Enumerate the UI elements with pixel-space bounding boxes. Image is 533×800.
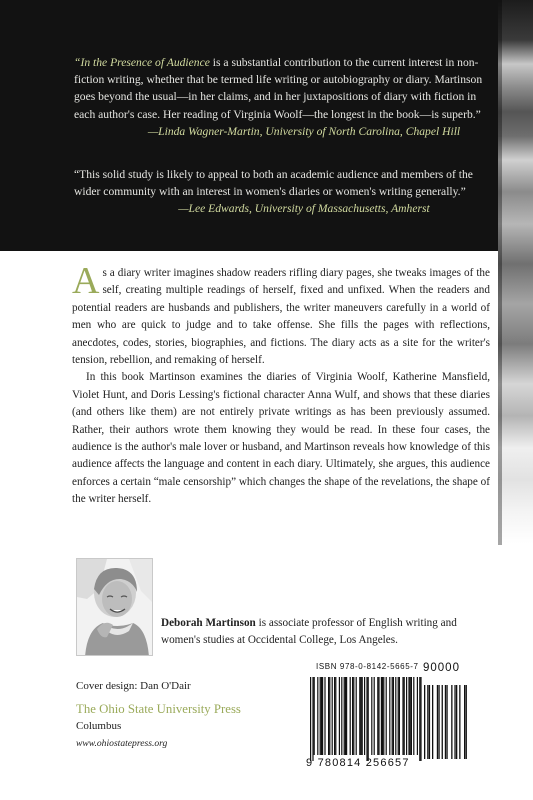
author-bio [161,615,461,649]
description-paragraph-1 [72,260,490,369]
endorsement-1-text: is a substantial contribution to the current interest in non-fiction writing, whether that be termed life writing or autobiography or diary. Martinson goes beyond the usual—in her claims, and in her juxtapositions of diary with fiction in each author's case. Her reading of Virginia Woolf—the longest in the book—is superb.” [74,56,483,121]
author-portrait-image [77,559,153,656]
barcode-digits: 9 780814 256657 [306,757,410,769]
endorsement-2-text: “This solid study is likely to appeal to both an academic audience and members of the wider community with an interest in women's diaries or women's writing generally.” [74,168,473,199]
endorsement-1 [74,54,484,140]
publisher-name: The Ohio State University Press [76,702,241,716]
endorsement-1-attribution: —Linda Wagner-Martin, University of North Carolina, Chapel Hill [147,124,461,138]
endorsement-1-book-title: In the Presence of Audience [80,56,210,69]
price-code: 90000 [423,662,460,674]
description-paragraph-1-text: s a diary writer imagines shadow readers rifling diary pages, she tweaks images of the self, creating multiple readings of herself, fixed and unfixed. When the readers and potential readers are husbands and publishers, the writer maneuvers carefully in a world of men who are quick to judge and to take offense. She fills the pages with reflections, anecdotes, codes, stories, biographies, and fictions. The diary acts as a site for the writer's tension, rebellion, and remaking of herself. [72,267,490,367]
endorsement-2 [74,166,484,218]
isbn-barcode [296,662,500,777]
publisher-city: Columbus [76,720,122,732]
author-photo [76,558,153,656]
cover-design-credit: Cover design: Dan O'Dair [76,680,191,692]
endorsements-band [0,0,498,251]
endorsement-2-attribution: —Lee Edwards, University of Massachusetts, Amherst [178,202,430,216]
publisher-website: www.ohiostatepress.org [76,738,168,749]
endorsement-1-open-quote: “ [74,56,81,69]
author-name: Deborah Martinson [161,617,256,629]
drop-cap: A [72,260,100,302]
cover-photo-strip [498,0,533,800]
author-bio-text: is associate professor of English writing and women's studies at Occidental College, Los Angeles. [161,617,457,646]
description-paragraph-2: In this book Martinson examines the diaries of Virginia Woolf, Katherine Mansfield, Violet Hunt, and Doris Lessing's fictional character Anna Wulf, and shows that these diaries (and others like them) are not entirely private writings as has been previously assumed. Rather, their authors wrote them knowing they would be read. In these four cases, the audience is the author's male lover or husband, and Martinson reveals how knowledge of this audience affects the language and content in each diary. Ultimately, she argues, this audience enforces a certain “male censorship” which changes the shape of the revelations, the shape of the writer herself. [72,371,490,506]
isbn-label: ISBN 978-0-8142-5665-7 [316,662,419,671]
book-description [72,260,490,509]
